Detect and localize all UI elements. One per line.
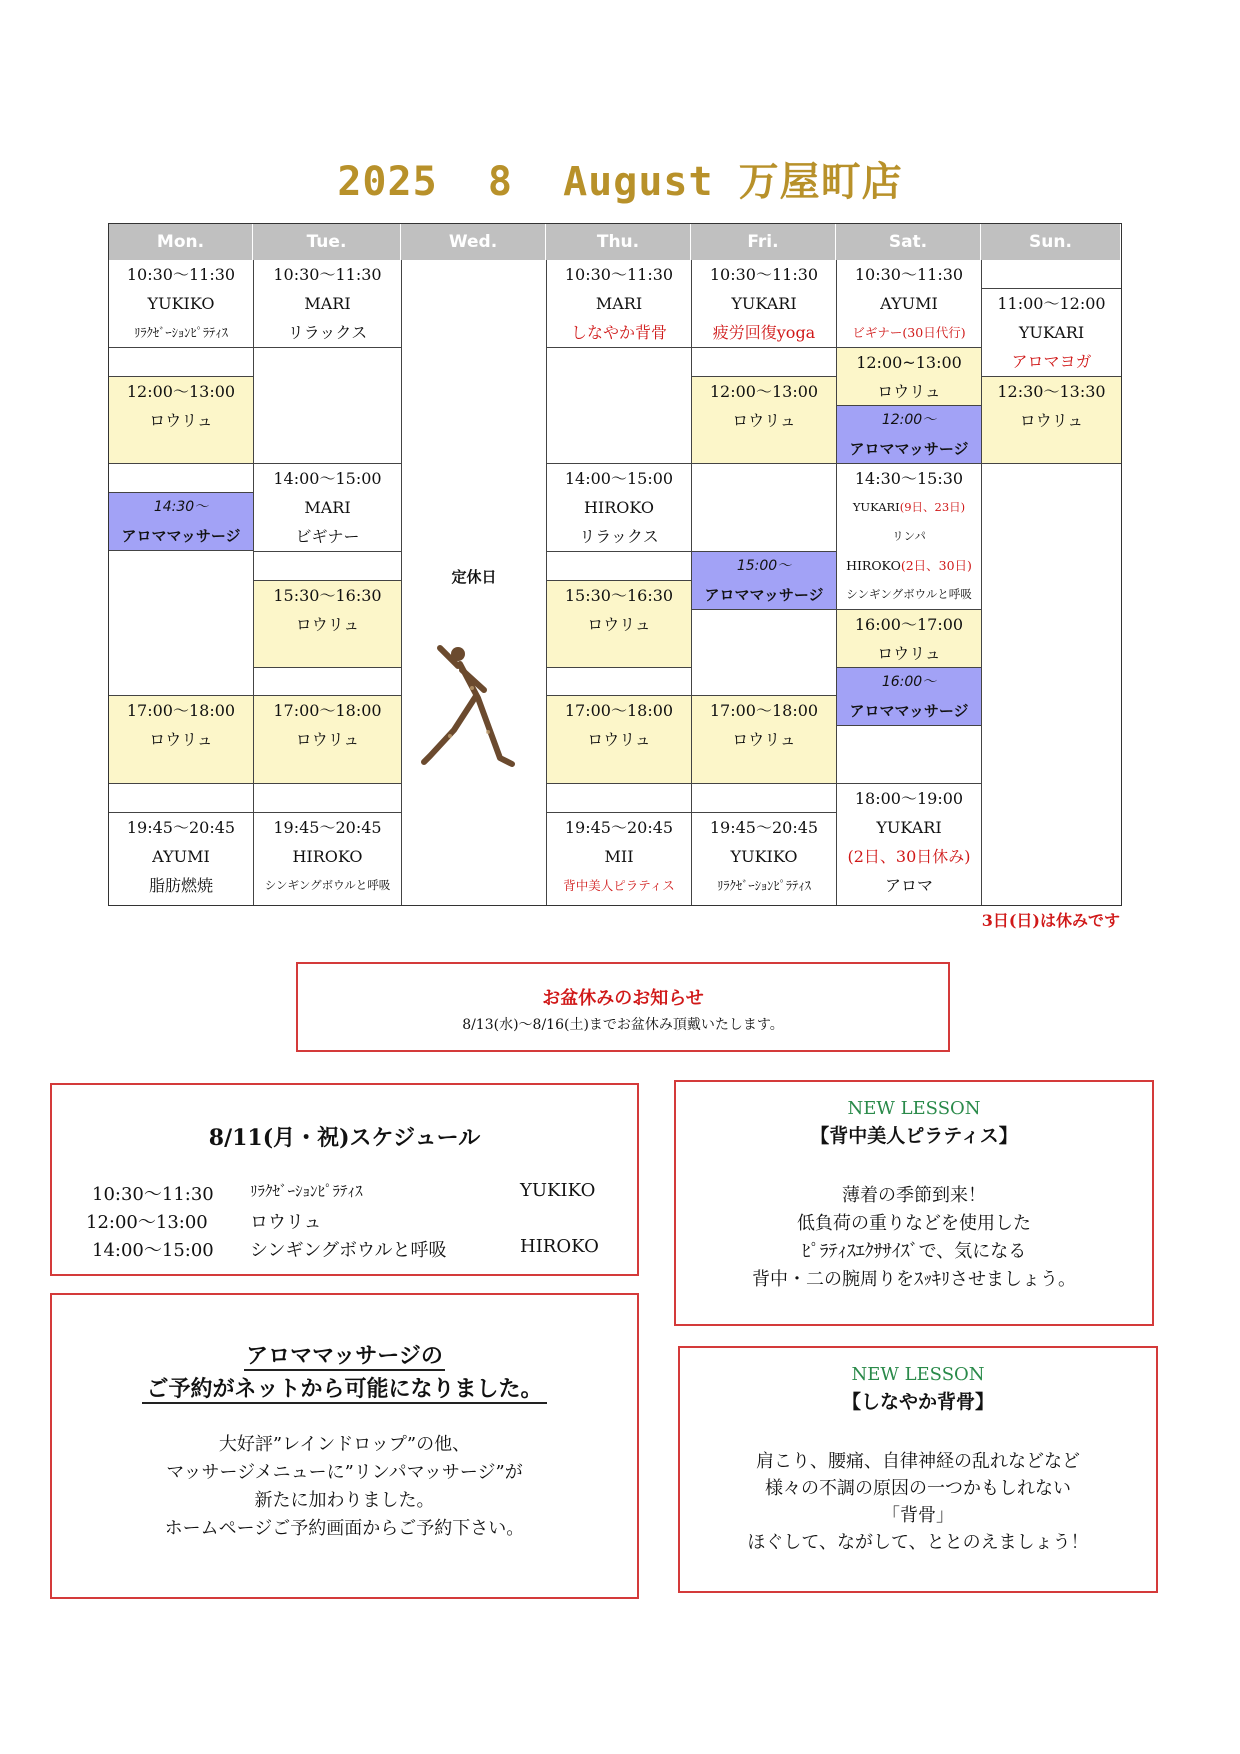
day-header-sun: Sun. [981,224,1121,260]
class-slot: 12:30～13:30 ロウリュ [982,377,1121,464]
class-slot: 12:00～13:00 ロウリュ [692,377,836,464]
obon-title: お盆休みのお知らせ [542,988,704,1009]
column-thu [546,260,691,905]
empty-slot [837,726,981,784]
empty-slot [254,552,401,581]
class-slot: 17:00～18:00 ロウリュ [109,696,253,784]
empty-slot [547,348,691,464]
class-slot: 17:00～18:00 ロウリュ [692,696,836,784]
empty-slot [982,260,1121,289]
new-lesson-body: 薄着の季節到来！ 低負荷の重りなどを使用した ﾋﾟﾗﾃｨｽｴｸｻｻｲｽﾞで、気になる 背中・二の腕周りをｽｯｷﾘさせましょう。 [752,1185,1076,1290]
new-lesson-name: 【背中美人ピラティス】 [810,1125,1018,1147]
empty-slot [109,348,253,377]
class-slot: 10:30～11:30 YUKARI 疲労回復yoga [692,260,836,348]
class-slot: 18:00～19:00 YUKARI (2日、30日休み) アロマ [847,789,971,895]
class-slot: 15:00～ アロママッサージ [692,552,836,610]
yoga-figure-icon [420,640,520,780]
empty-slot [547,784,691,813]
new-lesson-label: NEW LESSON [851,1364,985,1385]
empty-slot [547,668,691,696]
empty-slot [692,784,836,813]
list-item: 12:00～13:00 ロウリュ [86,1212,322,1233]
class-slot: 17:00～18:00 ロウリュ [254,696,401,784]
empty-slot [254,784,401,813]
column-sun [981,260,1121,905]
new-lesson-name: 【しなやか背骨】 [841,1391,994,1413]
class-slot: 19:45～20:45 AYUMI 脂肪燃焼 [126,818,236,895]
new-lesson-box-2 [678,1346,1158,1593]
class-slot: 14:00～15:00 HIROKO リラックス [547,464,691,552]
day-header-thu: Thu. [546,224,691,260]
class-slot: 10:30～11:30 YUKIKO ﾘﾗｸｾﾞｰｼｮﾝﾋﾟﾗﾃｨｽ [109,260,253,348]
schedule-calendar [108,223,1122,906]
class-slot: 14:30～ アロママッサージ [109,493,253,551]
class-slot: 16:00～ アロママッサージ [837,668,981,726]
day-header-wed: Wed. [401,224,546,260]
empty-slot [109,551,253,696]
holiday-rows [86,1180,622,1264]
sunday-closed-note: 3日(日)は休みです [981,911,1120,930]
obon-notice-box [296,962,950,1052]
column-fri [691,260,836,905]
empty-slot [109,464,253,493]
class-slot: 14:30～15:30 YUKARI(9日、23日) リンパ HIROKO(2日、30日) シンギングボウルと呼吸 [837,464,981,610]
class-slot: 19:45～20:45 HIROKO シンギングボウルと呼吸 [264,818,391,892]
column-tue [253,260,401,905]
day-header-fri: Fri. [691,224,836,260]
class-slot: 12:00～13:00 ロウリュ [109,377,253,464]
list-item: 10:30～11:30 ﾘﾗｸｾﾞｰｼｮﾝﾋﾟﾗﾃｨｽ YUKIKO [92,1180,596,1205]
new-lesson-body: 肩こり、腰痛、自律神経の乱れなどなど 様々の不調の原因の一つかもしれない 「背骨」 ほぐして、ながして、ととのえましょう！ [747,1451,1089,1553]
empty-slot [109,784,253,813]
empty-slot [692,610,836,696]
class-slot: 19:45～20:45 YUKIKO ﾘﾗｸｾﾞｰｼｮﾝﾋﾟﾗﾃｨｽ [709,818,819,893]
empty-slot [692,464,836,552]
class-slot: 15:30～16:30 ロウリュ [254,581,401,668]
day-header-tue: Tue. [253,224,401,260]
day-header-mon: Mon. [109,224,253,260]
aroma-notice-box [50,1293,639,1599]
day-header-sat: Sat. [836,224,981,260]
aroma-heading-2: ご予約がネットから可能になりました。 [142,1376,546,1404]
closed-label: 定休日 [451,568,497,586]
new-lesson-label: NEW LESSON [847,1098,981,1119]
aroma-body: 大好評”レインドロップ”の他、 マッサージメニューに”リンパマッサージ”が 新たに加わりました。 ホームページご予約画面からご予約下さい。 [164,1434,525,1539]
class-slot: 15:30～16:30 ロウリュ [547,581,691,668]
column-wed [401,260,546,905]
obon-text: 8/13(水)～8/16(土)までお盆休み頂戴いたします。 [462,1017,784,1033]
column-mon [109,260,253,905]
list-item: 14:00～15:00 シンギングボウルと呼吸 HIROKO [92,1236,599,1261]
class-slot: 10:30～11:30 MARI リラックス [254,260,401,348]
empty-slot [692,348,836,377]
empty-slot [254,668,401,696]
page-title: 2025 8 August 万屋町店 [337,159,903,205]
class-slot: 10:30～11:30 MARI しなやか背骨 [547,260,691,348]
empty-slot [254,348,401,464]
column-sat [836,260,981,905]
aroma-heading-1: アロママッサージの [246,1343,443,1369]
class-slot: 14:00～15:00 MARI ビギナー [254,464,401,552]
class-slot: 12:00～ アロママッサージ [837,406,981,464]
class-slot: 16:00～17:00 ロウリュ [837,610,981,668]
class-slot: 17:00～18:00 ロウリュ [547,696,691,784]
holiday-title: 8/11(月・祝)スケジュール [208,1125,481,1151]
class-slot: 10:30～11:30 AYUMI ビギナー(30日代行) [837,260,981,348]
class-slot: 11:00～12:00 YUKARI アロマヨガ [982,289,1121,377]
empty-slot [547,552,691,581]
holiday-schedule-box [50,1083,639,1276]
new-lesson-box-1 [674,1080,1154,1326]
class-slot: 12:00~13:00 ロウリュ [837,348,981,406]
class-slot: 19:45～20:45 MII 背中美人ピラティス [563,818,675,893]
